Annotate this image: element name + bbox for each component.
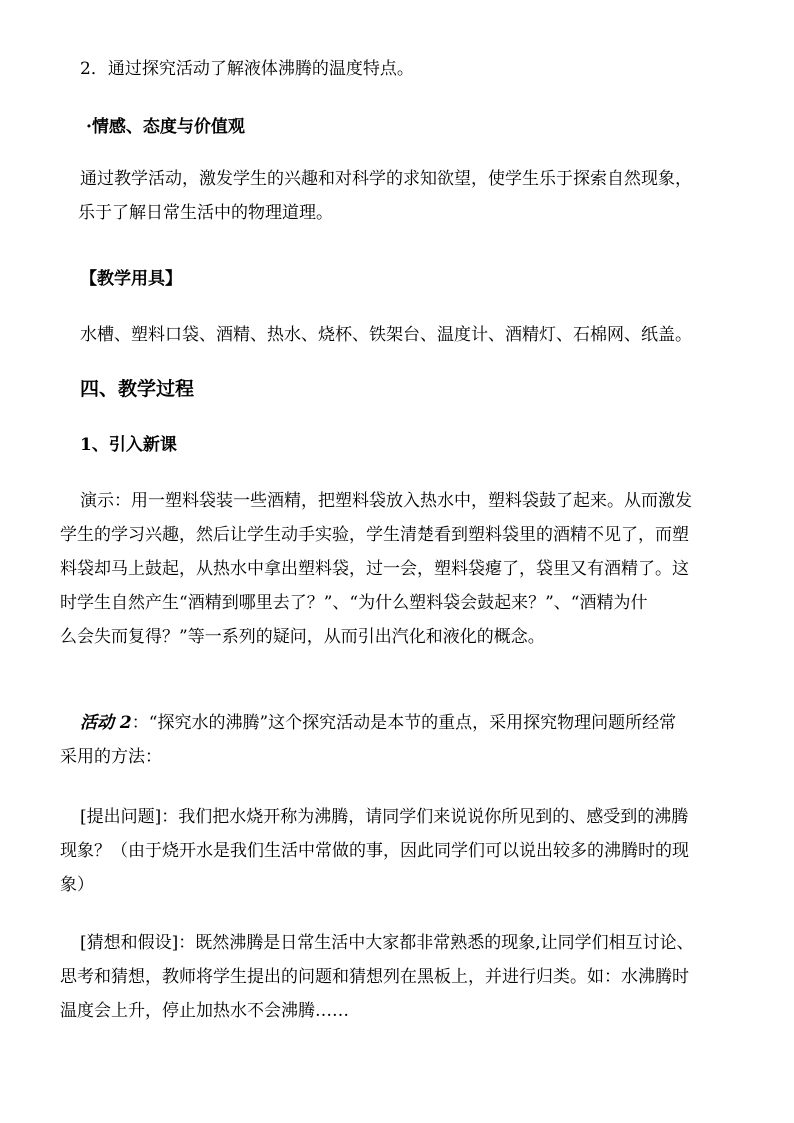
demo-paragraph xyxy=(60,484,740,654)
process-heading-text: 四、教学过程 xyxy=(80,378,195,400)
question-line-2: 现象？（由于烧开水是我们生活中常做的事，因此同学们可以说出较多的沸腾时的现 xyxy=(60,841,689,861)
question-paragraph xyxy=(60,800,740,902)
hypothesis-line-1: [猜想和假设]：既然沸腾是日常生活中大家都非常熟悉的现象,让同学们相互讨论、 xyxy=(80,933,694,953)
emotion-paragraph xyxy=(80,162,760,230)
emotion-line-2: 乐于了解日常生活中的物理道理。 xyxy=(78,203,333,223)
tools-list xyxy=(80,318,760,352)
section-emotion-heading xyxy=(86,110,766,144)
tools-heading xyxy=(80,262,760,296)
hypothesis-line-2: 思考和猜想，教师将学生提出的问题和猜想列在黑板上，并进行归类。如：水沸腾时 xyxy=(60,967,689,987)
objective-2 xyxy=(80,52,760,86)
question-line-1: [提出问题]：我们把水烧开称为沸腾，请同学们来说说你所见到的、感受到的沸腾 xyxy=(80,807,689,827)
intro-heading-text: 1、引入新课 xyxy=(80,435,177,455)
hypothesis-line-3: 温度会上升，停止加热水不会沸腾…… xyxy=(60,1001,349,1021)
demo-line-4: 时学生自然产生“酒精到哪里去了？”、“为什么塑料袋会鼓起来？”、“酒精为什 xyxy=(60,593,648,613)
tools-list-text: 水槽、塑料口袋、酒精、热水、烧杯、铁架台、温度计、酒精灯、石棉网、纸盖。 xyxy=(80,325,692,345)
demo-line-5: 么会失而复得？”等一系列的疑问，从而引出汽化和液化的概念。 xyxy=(60,627,545,647)
demo-line-1: 演示：用一塑料袋装一些酒精，把塑料袋放入热水中，塑料袋鼓了起来。从而激发 xyxy=(80,491,692,511)
activity2-paragraph xyxy=(60,706,740,774)
activity2-label: 活动 2 xyxy=(80,713,132,733)
intro-heading xyxy=(80,428,760,462)
section-emotion-text: ·情感、态度与价值观 xyxy=(86,117,245,137)
tools-heading-text: 【教学用具】 xyxy=(80,269,182,289)
question-line-3: 象） xyxy=(60,875,94,895)
demo-line-3: 料袋却马上鼓起，从热水中拿出塑料袋，过一会，塑料袋瘪了，袋里又有酒精了。这 xyxy=(60,559,689,579)
demo-line-2: 学生的学习兴趣，然后让学生动手实验，学生清楚看到塑料袋里的酒精不见了，而塑 xyxy=(60,525,689,545)
emotion-line-1: 通过教学活动，激发学生的兴趣和对科学的求知欲望，使学生乐于探索自然现象， xyxy=(80,169,692,189)
process-heading xyxy=(80,372,760,406)
objective-2-text: 2．通过探究活动了解液体沸腾的温度特点。 xyxy=(80,59,414,79)
activity2-line-1: ：“探究水的沸腾”这个探究活动是本节的重点，采用探究物理问题所经常 xyxy=(131,713,677,733)
activity2-line-2: 采用的方法： xyxy=(60,747,162,767)
hypothesis-paragraph xyxy=(60,926,740,1028)
